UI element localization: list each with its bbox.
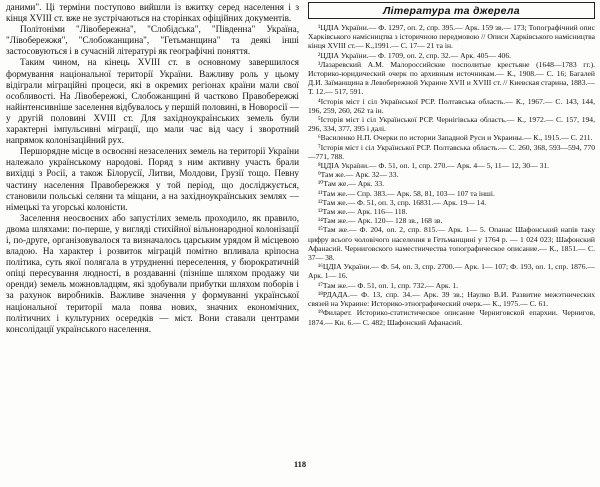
- reference-note: ¹ЦДІА України.— Ф. 1297, оп. 2, спр. 395.— Арк. 159 зв.— 173; Топографічний опис Харківського намісництва з історичною передмовою // Описи Харківського намісництва кінця XVIII ст.— К.,1991.— С. 17— 21 та ін.: [308, 23, 595, 51]
- reference-note: ¹⁷Там же.— Ф. 51, оп. 1, спр. 732.— Арк. 1.: [318, 280, 459, 290]
- reference-note: ⁷Історія міст і сіл Української РСР. Полтавська область.— С. 260, 368, 593—594, 770—771, 788.: [308, 142, 595, 161]
- reference-note: ²ЦДІА України.— Ф. 1709, оп. 2, спр. 32.— Арк. 405— 406.: [318, 50, 512, 60]
- reference-note: ⁹Там же.— Арк. 32— 33.: [318, 170, 399, 180]
- reference-note: ¹⁶ЦДІА України.— Ф. 54, оп. 3, спр. 2700.— Арк. 1— 107; Ф. 193, оп. 1, спр. 1876.— Арк. 1— 16.: [308, 262, 595, 281]
- reference-note: ³Лазаревский А.М. Малороссийские посполитые крестьяне (1648—1783 гг.). Историко-юридический очерк по архивным источникам.— К., 1908.— С. 16; Багалей Д.И. Заїманщина в Левобережной Украине XVII и XVIII ст. // Киевская старина, 1883.— Т. 12.— 517, 591.: [308, 59, 595, 97]
- reference-note: ¹⁸РДАДА.— Ф. 13, спр. 34.— Арк. 39 зв.; Наулко В.И. Развитие межэтнических связей на Украине: Историко-этнографический очерк.— К., 1975.— С. 61.: [308, 289, 595, 309]
- paragraph: Заселення неосвоєних або запустілих земель проходило, як правило, двома шляхами: по-перше, у вигляді стихійної вільнонародної колонізації і, по-друге, організовувалося та визначалось царським урядом й місцевою владою. На характер і розвиток міграцій помітно впливала кріпосна політика, суть якої полягала в утрудненні переселення, у бюрократичній опіці пересування людності, в роздаванні (пізніше шляхом продажу чи оренди) земель можновладцям, які здобували прибутки шляхом поборів і за рахунок виробників. Важливе значення у формуванні української національної території мала поява нових, значних економічних, політичних і культурних осередків — міст. Вони ставали центрами консолідації українського населення.: [6, 212, 299, 334]
- reference-note: ⁵Історія міст і сіл Української РСР. Чернігівська область.— К., 1972.— С. 157, 194, 296, 334, 377, 395 і далі.: [308, 115, 595, 134]
- reference-note: ¹³Там же.— Арк. 116— 118.: [318, 207, 408, 217]
- reference-note: ¹²Там же.— Ф. 51, оп. 3, спр. 16831.— Арк. 19— 14.: [318, 197, 487, 207]
- paragraph: Першорядне місце в освоєнні незаселених земель на території України належало українському народові. Поряд з ним активну участь брали вихідці з Росії, а також Білорусії, Литви, Молдови, Грузії тощо. Певну частину населення Правобережжя у той період, що досліджується, становили польські селяни та міщани, а на західноукраїнських землях — німецькі та угорські колоністи.: [6, 146, 299, 212]
- reference-note: ⁴Історія міст і сіл Української РСР. Полтавська область.— К., 1967.— С. 143, 144, 196, 259, 260, 262 та ін.: [308, 96, 595, 115]
- references-title: Література та джерела: [383, 4, 520, 17]
- reference-note: ⁶Василенко Н.П. Очерки по истории Западной Руси и Украины.— К., 1915.— С. 211.: [318, 133, 593, 143]
- reference-note: ¹⁵Там же.— Ф. 204, оп. 2, спр. 815.— Арк. 1— 5. Опанас Шафонський напів таку цифру всього чоловічого населення в Гетьманщині у 1764 р. — 1 024 023; Шафонский Афанасий. Черниговского наместничества топографическое описание.— К., 1851.— С. 37— 38.: [308, 225, 595, 263]
- references-header: [308, 2, 595, 19]
- reference-note: ¹⁹Филарет. Историко-статистическое описание Черниговской епархии. Чернигов, 1874.— Кн. 6.— С. 482; Шафонский Афанасий.: [308, 308, 595, 327]
- references-list: [308, 23, 595, 327]
- references-column: [308, 2, 595, 327]
- reference-note: ¹¹Там же.— Спр. 383.— Арк. 58, 81, 103— 107 та інші.: [318, 188, 495, 198]
- page-number: 118: [293, 459, 307, 469]
- main-text-column: [6, 2, 299, 335]
- reference-note: ⁸ЦДІА України.— Ф. 51, оп. 1, спр. 270.— Арк. 4— 5, 11— 12, 30— 31.: [318, 161, 550, 171]
- paragraph: даними". Ці терміни поступово вийшли із вжитку серед населення і з кінця XVIII ст. вже не зустрічаються на сторінках офіційних документів.: [6, 2, 299, 24]
- paragraph: Таким чином, на кінець XVIII ст. в основному завершилося формування національної території України. Важливу роль у цьому відіграли міграційні процеси, які в окремих регіонах країни мали свої особливості. На Лівобережжі, Слобожанщині й частково Правобережжі найінтенсивніше заселення відбувалось у першій половині, в Новоросії — у другій половині XVIII ст. Для західноукраїнських земель були характерні імпульсивні міграції, що мали час від часу і зворотний напрямок колонізаційний рух.: [6, 57, 299, 146]
- reference-note: ¹⁴Там же.— Арк. 120— 128 зв., 168 зв.: [318, 216, 443, 226]
- paragraph: Політоніми "Лівобережна", "Слобідська", "Південна" Україна, "Лівобережжя", "Слобожанщина", "Гетьманщина" та деякі інші застосовуються і в сучасній літературі як географічні поняття.: [6, 24, 299, 57]
- reference-note: ¹⁰Там же.— Арк. 33.: [318, 179, 385, 189]
